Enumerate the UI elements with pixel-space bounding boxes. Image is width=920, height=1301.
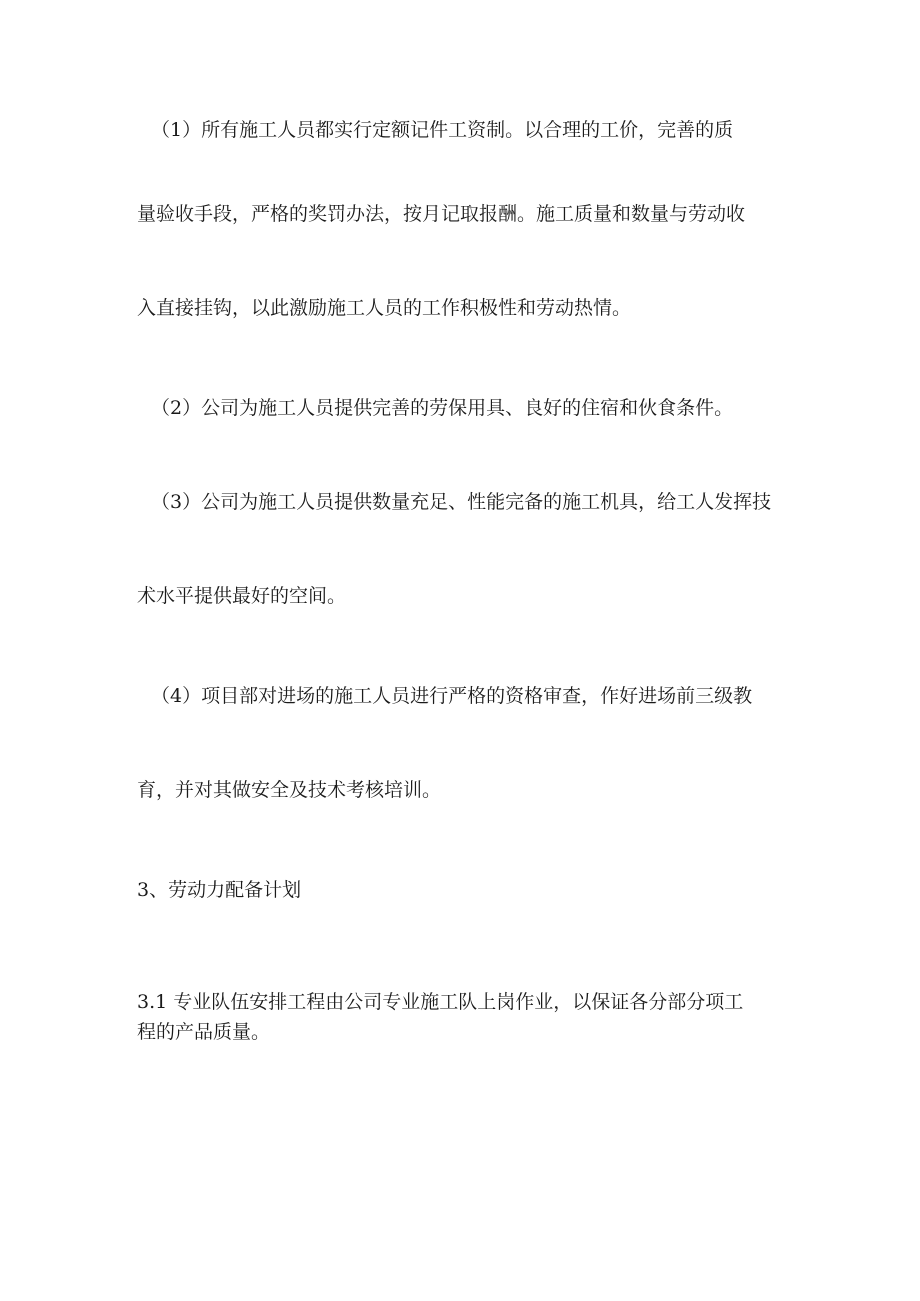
paragraph-1-line-3: 入直接挂钩，以此激励施工人员的工作积极性和劳动热情。 [137, 297, 632, 319]
paragraph-4-line-1: （4）项目部对进场的施工人员进行严格的资格审查，作好进场前三级教 [151, 685, 753, 707]
paragraph-1-line-1: （1）所有施工人员都实行定额记件工资制。以合理的工价，完善的质 [151, 119, 734, 141]
paragraph-5-line-2: 程的产品质量。 [137, 1021, 271, 1043]
paragraph-4-line-2: 育，并对其做安全及技术考核培训。 [137, 779, 442, 801]
paragraph-1-line-2: 量验收手段，严格的奖罚办法，按月记取报酬。施工质量和数量与劳动收 [137, 203, 746, 225]
paragraph-2-line-1: （2）公司为施工人员提供完善的劳保用具、良好的住宿和伙食条件。 [151, 397, 734, 419]
paragraph-3-line-2: 术水平提供最好的空间。 [137, 585, 347, 607]
section-heading: 3、劳动力配备计划 [137, 879, 302, 901]
paragraph-5-line-1: 3.1 专业队伍安排工程由公司专业施工队上岗作业，以保证各分部分项工 [137, 991, 744, 1013]
paragraph-3-line-1: （3）公司为施工人员提供数量充足、性能完备的施工机具，给工人发挥技 [151, 491, 772, 513]
